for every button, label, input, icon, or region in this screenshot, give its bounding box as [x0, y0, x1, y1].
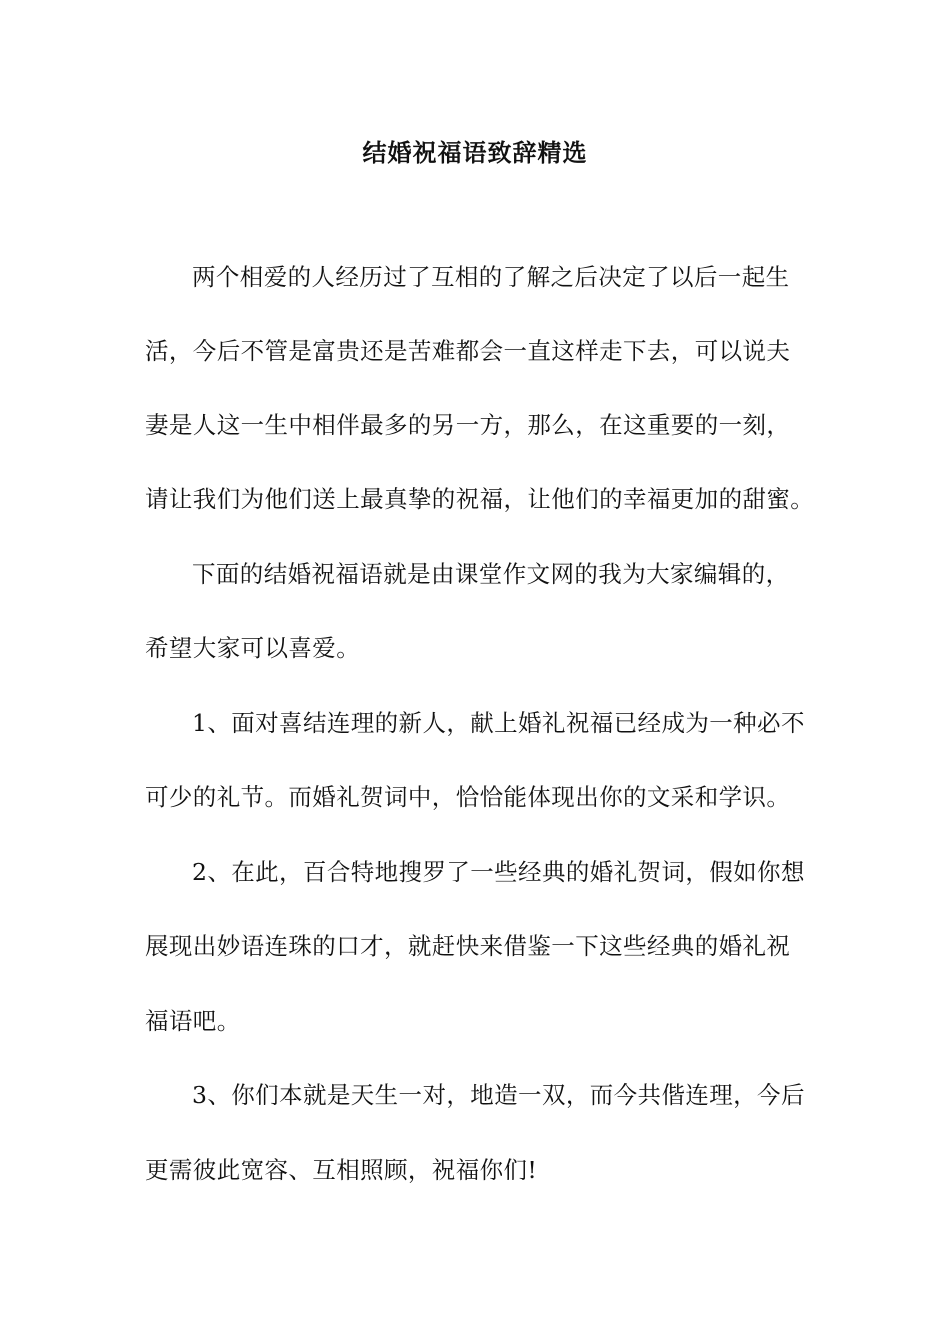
document-title: 结婚祝福语致辞精选 [362, 139, 588, 167]
paragraph-1-line-3: 妻是人这一生中相伴最多的另一方，那么，在这重要的一刻， [145, 411, 791, 439]
item-2-line-2: 展现出妙语连珠的口才，就赶快来借鉴一下这些经典的婚礼祝 [145, 932, 791, 960]
paragraph-1-line-2: 活，今后不管是富贵还是苦难都会一直这样走下去，可以说夫 [145, 337, 791, 365]
item-2-line-3: 福语吧。 [145, 1007, 241, 1035]
paragraph-1-line-1: 两个相爱的人经历过了互相的了解之后决定了以后一起生 [192, 263, 790, 291]
paragraph-1-line-4: 请让我们为他们送上最真挚的祝福，让他们的幸福更加的甜蜜。 [145, 485, 815, 513]
item-1-line-1: 1、面对喜结连理的新人，献上婚礼祝福已经成为一种必不 [192, 709, 805, 737]
item-1-line-2: 可少的礼节。而婚礼贺词中，恰恰能体现出你的文采和学识。 [145, 783, 791, 811]
item-3-line-1: 3、你们本就是天生一对，地造一双，而今共偕连理，今后 [192, 1081, 805, 1109]
item-3-line-2: 更需彼此宽容、互相照顾，祝福你们! [145, 1156, 538, 1184]
item-2-line-1: 2、在此，百合特地搜罗了一些经典的婚礼贺词，假如你想 [192, 858, 805, 886]
paragraph-2-line-2: 希望大家可以喜爱。 [145, 634, 361, 662]
paragraph-2-line-1: 下面的结婚祝福语就是由课堂作文网的我为大家编辑的， [192, 560, 790, 588]
